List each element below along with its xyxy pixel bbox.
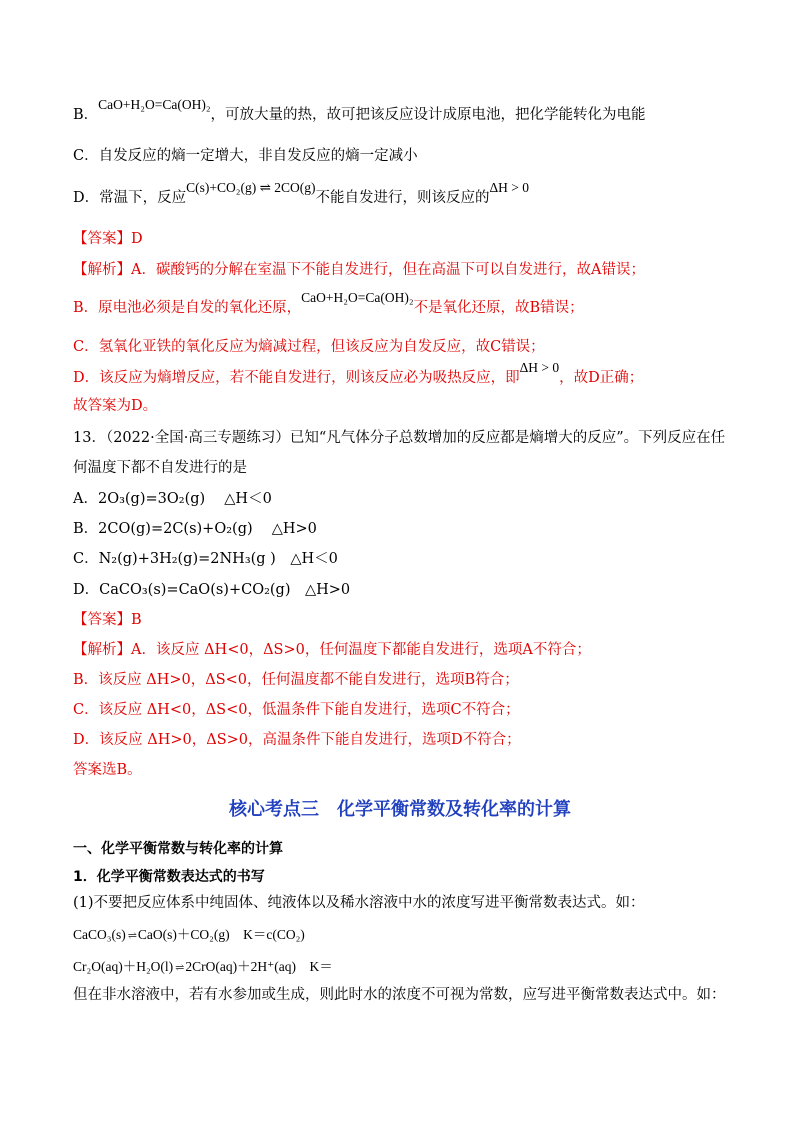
option-c: C．自发反应的熵一定增大，非自发反应的熵一定减小	[73, 148, 418, 164]
formula: C(s)+CO₂(g) ⇌ 2CO(g)	[186, 180, 316, 195]
analysis-12-conclusion: 故答案为D。	[73, 398, 158, 414]
analysis-13: C．该反应 ΔH<0，ΔS<0，低温条件下能自发进行，选项C不符合；	[73, 702, 520, 718]
analysis-13: 答案选B。	[73, 762, 142, 778]
formula: ΔH > 0	[519, 360, 560, 375]
q13-option: B．2CO(g)=2C(s)+O₂(g) △H>0	[73, 521, 317, 537]
q13-option: D．CaCO₃(s)=CaO(s)+CO₂(g) △H>0	[73, 582, 351, 598]
analysis-12-d: D．该反应为熵增反应，若不能自发进行，则该反应必为吸热反应，即ΔH > 0，故D正确；	[73, 360, 644, 386]
analysis-13: B．该反应 ΔH>0，ΔS<0，任何温度都不能自发进行，选项B符合；	[73, 672, 519, 688]
formula: CaO+H₂O=Ca(OH)₂	[301, 290, 414, 305]
equilibrium-arrow-icon: ⇌	[127, 930, 136, 942]
q13-option: C．N₂(g)+3H₂(g)=2NH₃(g ) △H＜0	[73, 551, 338, 567]
section-title: 核心考点三 化学平衡常数及转化率的计算	[229, 799, 571, 820]
q13-option: A．2O₃(g)=3O₂(g) △H＜0	[73, 491, 272, 507]
equilibrium-arrow-icon: ⇌	[175, 962, 184, 974]
analysis-13: D．该反应 ΔH>0，ΔS>0，高温条件下能自发进行，选项D不符合；	[73, 732, 521, 748]
subsection-title: 1．化学平衡常数表达式的书写	[73, 869, 265, 885]
analysis-12-b: B．原电池必须是自发的氧化还原，CaO+H₂O=Ca(OH)₂不是氧化还原，故B错误；	[73, 290, 584, 316]
analysis-12-c: C．氢氧化亚铁的氧化反应为熵减过程，但该反应为自发反应，故C错误；	[73, 339, 545, 355]
option-b: B．CaO+H₂O=Ca(OH)₂，可放大量的热，故可把该反应设计成原电池，把化学能转化为电能	[73, 97, 646, 123]
equation: CaCO₃(s) ⇌ CaO(s)＋CO₂(g) K＝c(CO₂)	[73, 925, 305, 946]
q13-stem-cont: 何温度下都不自发进行的是	[73, 460, 247, 476]
subsection-title: 一、化学平衡常数与转化率的计算	[73, 841, 283, 857]
formula: ΔH > 0	[489, 180, 530, 195]
equation: Cr₂O(aq)＋H₂O(l) ⇌ 2CrO(aq)＋2H⁺(aq) K＝	[73, 957, 333, 978]
paragraph: 但在非水溶液中，若有水参加或生成，则此时水的浓度不可视为常数，应写进平衡常数表达式中。如：	[73, 987, 726, 1003]
analysis-13: 【解析】A．该反应 ΔH<0，ΔS>0，任何温度下都能自发进行，选项A不符合；	[73, 642, 591, 658]
analysis-12-a: 【解析】A．碳酸钙的分解在室温下不能自发进行，但在高温下可以自发进行，故A错误；	[73, 262, 645, 278]
option-d: D．常温下，反应C(s)+CO₂(g) ⇌ 2CO(g)不能自发进行，则该反应的ΔH > 0	[73, 180, 530, 206]
paragraph: (1)不要把反应体系中纯固体、纯液体以及稀水溶液中水的浓度写进平衡常数表达式。如：	[73, 895, 645, 911]
q13-stem: 13．（2022·全国·高三专题练习）已知“凡气体分子总数增加的反应都是熵增大的反应”。下列反应在任	[73, 430, 726, 446]
answer-12: 【答案】D	[73, 231, 143, 247]
formula: CaO+H₂O=Ca(OH)₂	[98, 97, 211, 112]
answer-13: 【答案】B	[73, 612, 142, 628]
